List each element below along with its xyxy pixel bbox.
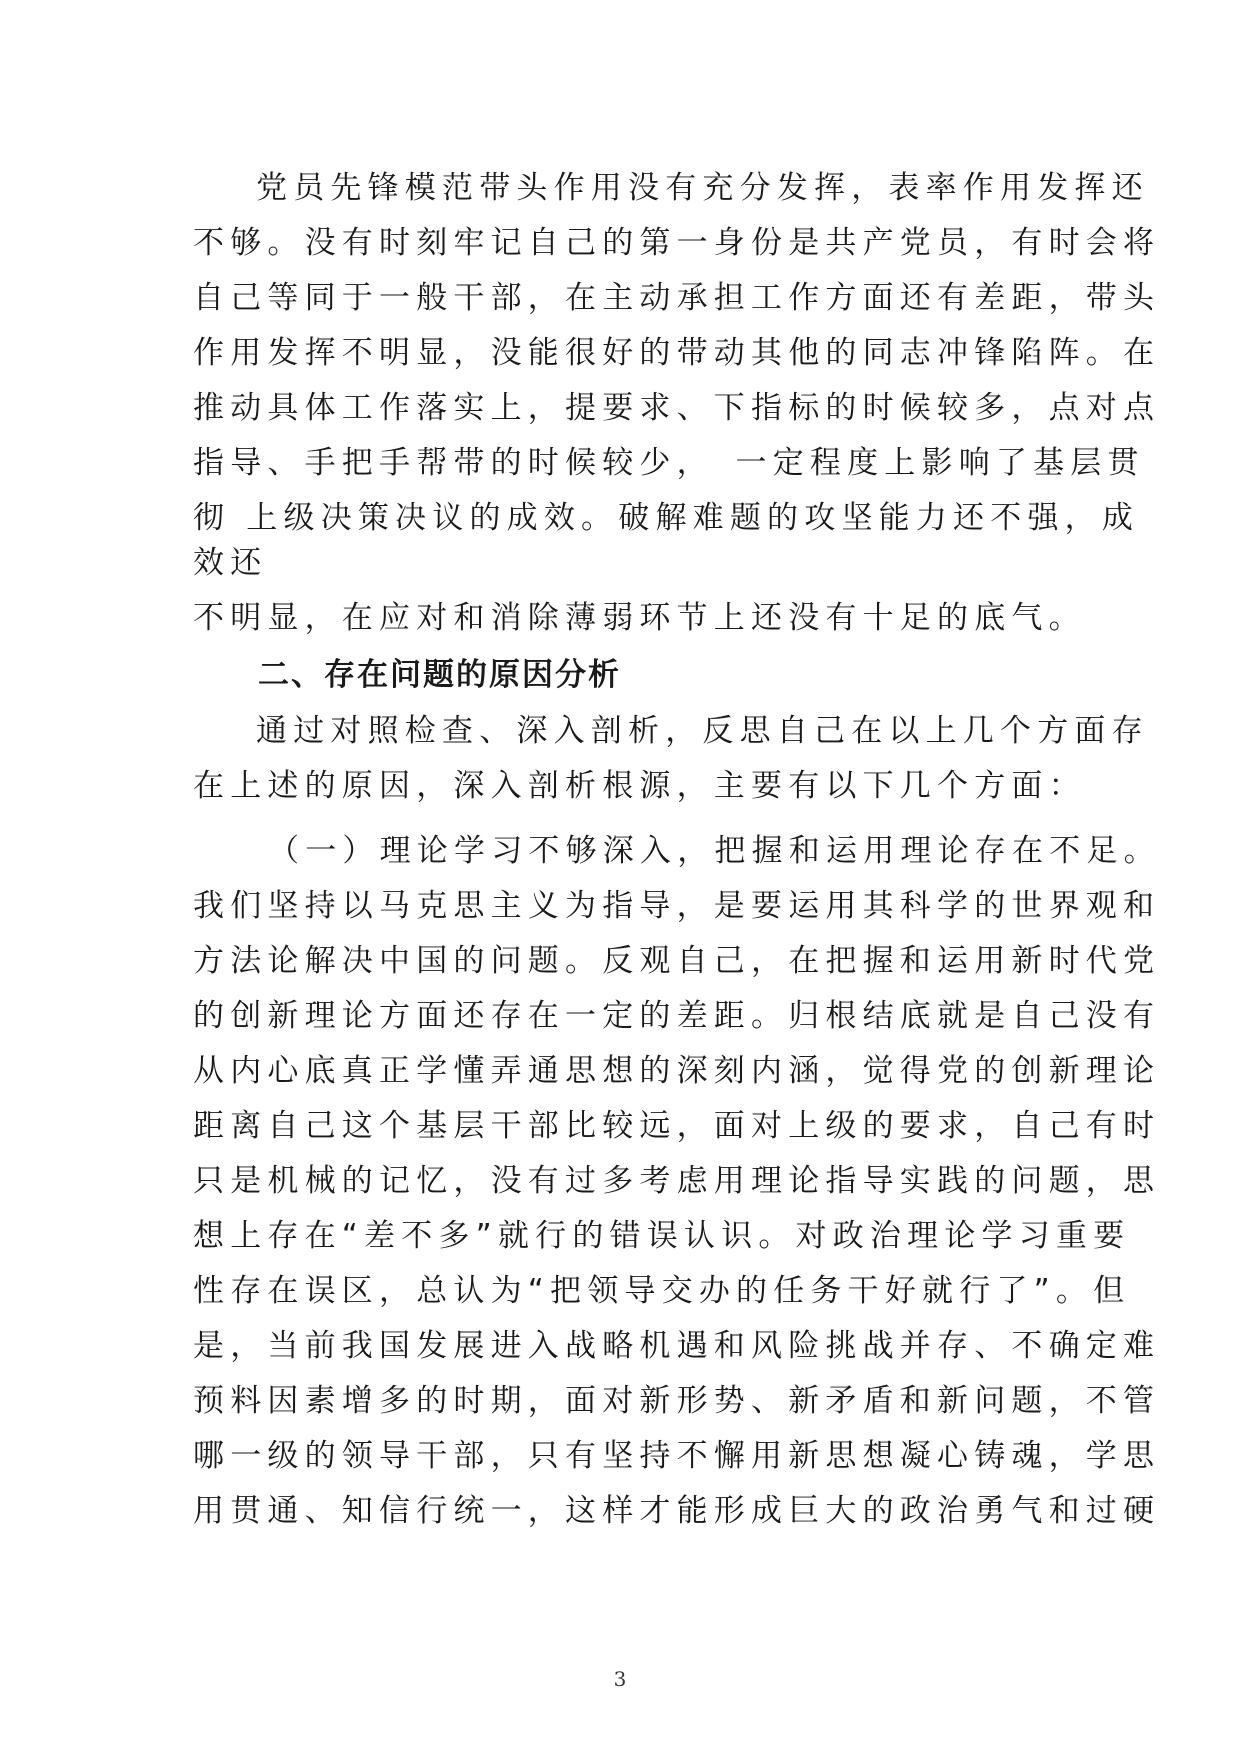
text-line: 的创新理论方面还存在一定的差距。归根结底就是自己没有 xyxy=(193,998,1161,1034)
text-line: 想上存在“差不多”就行的错误认识。对政治理论学习重要 xyxy=(193,1218,1131,1254)
text-line: 不明显，在应对和消除薄弱环节上还没有十足的底气。 xyxy=(193,600,1086,636)
text-line: 只是机械的记忆，没有过多考虑用理论指导实践的问题，思 xyxy=(193,1163,1161,1199)
text-line: （一）理论学习不够深入，把握和运用理论存在不足。 xyxy=(268,833,1161,869)
page-number: 3 xyxy=(613,1667,627,1691)
text-line: 彻 上级决策决议的成效。破解难题的攻坚能力还不强，成 xyxy=(193,500,1140,536)
text-line: 从内心底真正学懂弄通思想的深刻内涵，觉得党的创新理论 xyxy=(193,1053,1161,1089)
text-line: 在上述的原因，深入剖析根源，主要有以下几个方面： xyxy=(193,768,1086,804)
text-line: 预料因素增多的时期，面对新形势、新矛盾和新问题，不管 xyxy=(193,1383,1161,1419)
text-line: 性存在误区，总认为“把领导交办的任务干好就行了”。但 xyxy=(193,1273,1131,1309)
text-line: 党员先锋模范带头作用没有充分发挥，表率作用发挥还 xyxy=(256,170,1149,206)
text-line: 推动具体工作落实上，提要求、下指标的时候较多，点对点 xyxy=(193,390,1161,426)
text-line: 自己等同于一般干部，在主动承担工作方面还有差距，带头 xyxy=(193,280,1161,316)
section-heading: 二、存在问题的原因分析 xyxy=(258,657,621,693)
text-line: 作用发挥不明显，没能很好的带动其他的同志冲锋陷阵。在 xyxy=(193,335,1161,371)
text-line: 用贯通、知信行统一，这样才能形成巨大的政治勇气和过硬 xyxy=(193,1493,1161,1529)
text-line: 通过对照检查、深入剖析，反思自己在以上几个方面存 xyxy=(256,713,1149,749)
text-line: 指导、手把手帮带的时候较少， 一定程度上影响了基层贯 xyxy=(193,445,1145,481)
text-line: 哪一级的领导干部，只有坚持不懈用新思想凝心铸魂，学思 xyxy=(193,1438,1161,1474)
text-line: 效还 xyxy=(193,545,268,581)
text-line: 我们坚持以马克思主义为指导，是要运用其科学的世界观和 xyxy=(193,888,1161,924)
text-line: 是，当前我国发展进入战略机遇和风险挑战并存、不确定难 xyxy=(193,1328,1161,1364)
text-line: 不够。没有时刻牢记自己的第一身份是共产党员，有时会将 xyxy=(193,225,1161,261)
text-line: 距离自己这个基层干部比较远，面对上级的要求，自己有时 xyxy=(193,1108,1161,1144)
text-line: 方法论解决中国的问题。反观自己，在把握和运用新时代党 xyxy=(193,943,1161,979)
